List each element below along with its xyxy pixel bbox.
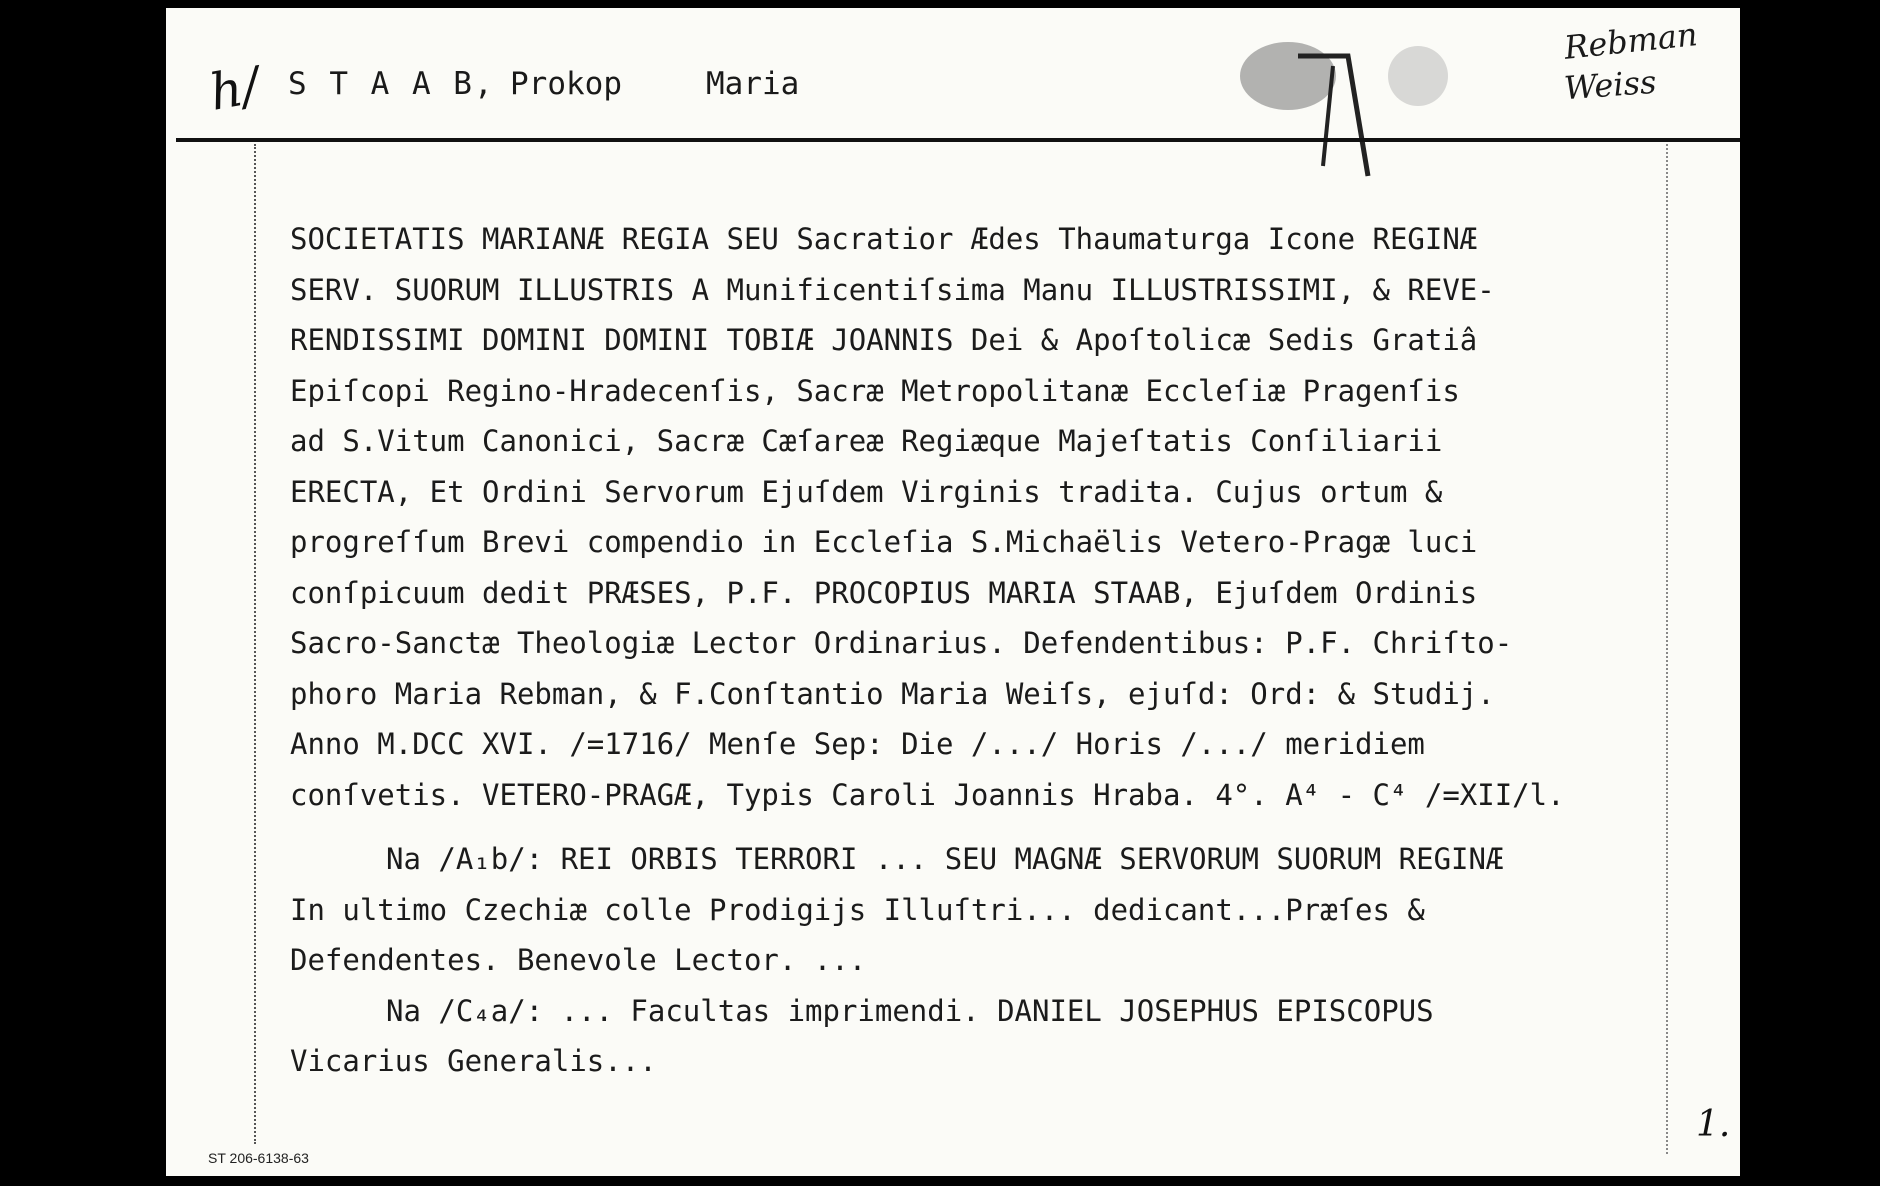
card-catalog-code: ST 206-6138-63 (208, 1150, 309, 1166)
header-divider (176, 138, 1740, 142)
entry-line: phoro Maria Rebman, & F.Conſtantio Maria Weiſs, ejuſd: Ord: & Studij. (290, 676, 1495, 711)
entry-line: SOCIETATIS MARIANÆ REGIA SEU Sacratior Ædes Thaumaturga Icone REGINÆ (290, 222, 1478, 256)
author-middle-name: Maria (706, 66, 800, 102)
left-margin-rule (254, 144, 256, 1144)
catalog-entry-text (290, 214, 1690, 1087)
note-line: Vicarius Generalis... (290, 1044, 657, 1078)
page-number-mark: 1. (1696, 1104, 1731, 1145)
note-line: Defendentes. Benevole Lector. ... (290, 943, 867, 977)
note-line: Na /C₄a/: ... Facultas imprimendi. DANIEL JOSEPHUS EPISCOPUS (386, 993, 1434, 1028)
author-surname: S T A A B, (288, 66, 495, 102)
author-given-name: Prokop (510, 66, 622, 102)
note-line: In ultimo Czechiæ colle Prodigijs Illuſtri... dedicant...Præſes & (290, 892, 1425, 927)
handwritten-name-weiss: Weiss (1562, 62, 1658, 108)
entry-line: conſpicuum dedit PRÆSES, P.F. PROCOPIUS MARIA STAAB, Ejuſdem Ordinis (290, 575, 1478, 610)
ink-smudge (1228, 16, 1458, 186)
entry-line: conſvetis. VETERO-PRAGÆ, Typis Caroli Joannis Hraba. 4°. A⁴ - C⁴ /=XII/l. (290, 777, 1565, 812)
handwritten-mark: h/ (205, 56, 264, 122)
entry-line: Epiſcopi Regino-Hradecenſis, Sacræ Metropolitanæ Eccleſiæ Pragenſis (290, 373, 1460, 408)
catalog-card (166, 8, 1740, 1176)
note-line: Na /A₁b/: REI ORBIS TERRORI ... SEU MAGNÆ SERVORUM SUORUM REGINÆ (386, 842, 1504, 876)
entry-line: SERV. SUORUM ILLUSTRIS A Munificentiſsima Manu ILLUSTRISSIMI, & REVE- (290, 272, 1495, 307)
entry-line: RENDISSIMI DOMINI DOMINI TOBIÆ JOANNIS Dei & Apoſtolicæ Sedis Gratiâ (290, 323, 1478, 357)
entry-line: Anno M.DCC XVI. /=1716/ Menſe Sep: Die /.../ Horis /.../ meridiem (290, 727, 1425, 761)
entry-line: progreſſum Brevi compendio in Eccleſia S.Michaëlis Vetero-Pragæ luci (290, 525, 1478, 559)
handwritten-name-rebman: Rebman (1562, 15, 1700, 67)
entry-line: ad S.Vitum Canonici, Sacræ Cæſareæ Regiæque Majeſtatis Conſiliarii (290, 424, 1443, 458)
paragraph-gap (290, 820, 1690, 834)
entry-line: ERECTA, Et Ordini Servorum Ejuſdem Virginis tradita. Cujus ortum & (290, 474, 1443, 509)
entry-line: Sacro-Sanctæ Theologiæ Lector Ordinarius. Defendentibus: P.F. Chriſto- (290, 626, 1513, 660)
